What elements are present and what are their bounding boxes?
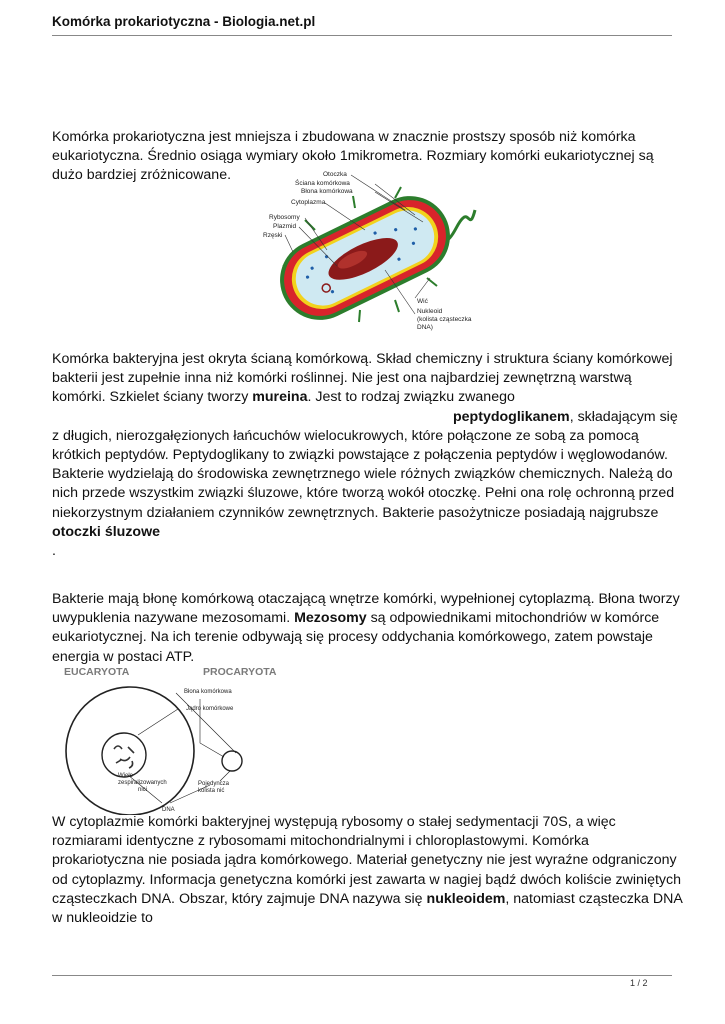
text-fragment: . Jest to rodzaj związku zwanego [307,389,515,406]
eukaryote-nucleus [102,733,146,777]
text-fragment: są odpowiednikami mitochondriów w komórce eukariotycznej. Na ich terenie odbywają się procesy oddychania komórkowego, zatem powstaje energia w postaci ATP. [52,610,660,665]
label-wiele-1: Wiele [118,773,134,779]
bacterial-cell-diagram [255,170,485,336]
term-mezosomy: Mezosomy [294,610,367,627]
label-blona: Błona komórkowa [301,188,353,195]
label-jadro: Jądro komórkowe [186,706,234,712]
paragraph-cell-wall [52,350,682,561]
label-rybosomy: Rybosomy [269,214,300,221]
page-number: 1 / 2 [630,978,648,988]
label-wic: Wić [417,298,428,305]
paragraph-intro: Komórka prokariotyczna jest mniejsza i zbudowana w znacznie prostszy sposób niż komórka eukariotyczna. Średnio osiąga wymiary około 1mikrometra. Rozmiary komórki eukariotycznej są dużo bardziej zróżnicowane. [52,129,654,184]
term-peptydoglikan: peptydoglikanem [453,408,570,425]
text-fragment: . [52,543,56,560]
chromosomes [114,746,134,768]
prokaryote-cell [222,751,242,771]
label-wiele-2: zespiralizowanych [118,780,167,786]
eukaryote-prokaryote-diagram [58,663,288,815]
title-procaryota: PROCARYOTA [203,666,277,678]
label-sciana: Ściana komórkowa [295,180,350,187]
header-divider [52,35,672,36]
label-rzeski: Rzęski [263,232,283,239]
label-nukleoid-note2: DNA) [417,324,433,331]
term-otoczki-sluzowe: otoczki śluzowe [52,523,160,540]
label-blona-komorkowa: Błona komórkowa [184,689,232,695]
label-otoczka: Otoczka [323,171,347,178]
label-wiele-3: nici [138,787,148,793]
label-pojedyncza-1: Pojedyncza [198,781,230,787]
text-fragment: Komórka bakteryjna jest okryta ścianą komórkową. Skład chemiczny i struktura ściany komórkowej bakterii jest zupełnie inna niż komórki roślinnej. Nie jest ona najbardziej zewnętrzną warstwą komórki. Szkielet ściany tworzy [52,351,673,406]
label-cytoplazma: Cytoplazma [291,199,326,206]
label-pojedyncza-2: kolista nić [198,788,225,794]
paragraph-ribosomes [52,813,682,928]
term-nukleoid: nukleoidem [426,890,506,907]
label-nukleoid-note1: (kolista cząsteczka [417,316,472,323]
text-fragment: , natomiast cząsteczka DNA w nukleoidzie to [52,890,682,927]
label-nukleoid: Nukleoid [417,308,443,315]
text-fragment: , składającym się z długich, nierozgałęzionych łańcuchów wielocukrowych, które połączone ze sobą za pomocą krótkich peptydów. Peptydoglikany to związki powstające z połączenia peptydów i węglowodanów. Bakterie wydzielają do środowiska zewnętrznego wiele różnych związków chemicznych. Należą do nich przede wszystkim związki śluzowe, które tworzą wokół otoczkę. Pełni ona rolę ochronną przed niekorzystnym działaniem czynników zewnętrznych. Bakterie pasożytnicze posiadają najgrubsze [52,408,678,521]
text-fragment: W cytoplazmie komórki bakteryjnej występują rybosomy o stałej sedymentacji 70S, a więc rozmiarami identyczne z rybosomami mitochondrialnymi i chloroplastowymi. Komórka prokariotyczna nie posiada jądra komórkowego. Materiał genetyczny nie jest wyraźne odgraniczony od cytoplazmy. Informacja genetyczna komórki jest zawarta w nagiej bądź dwóch koliście zwiniętych cząsteczkach DNA. Obszar, który zajmuje DNA nazywa się [52,814,681,907]
eukaryote-cell [66,687,194,815]
footer-divider [52,975,672,976]
label-dna: DNA [162,807,175,813]
page-header-title: Komórka prokariotyczna - Biologia.net.pl [52,14,316,29]
text-fragment: Bakterie mają błonę komórkową otaczającą wnętrze komórki, wypełnionej cytoplazmą. Błona tworzy uwypuklenia nazywane mezosomami. [52,591,680,627]
title-eucaryota: EUCARYOTA [64,666,130,678]
paragraph-membrane [52,590,682,667]
term-mureina: mureina [252,389,308,406]
label-plazmid: Plazmid [273,223,297,230]
